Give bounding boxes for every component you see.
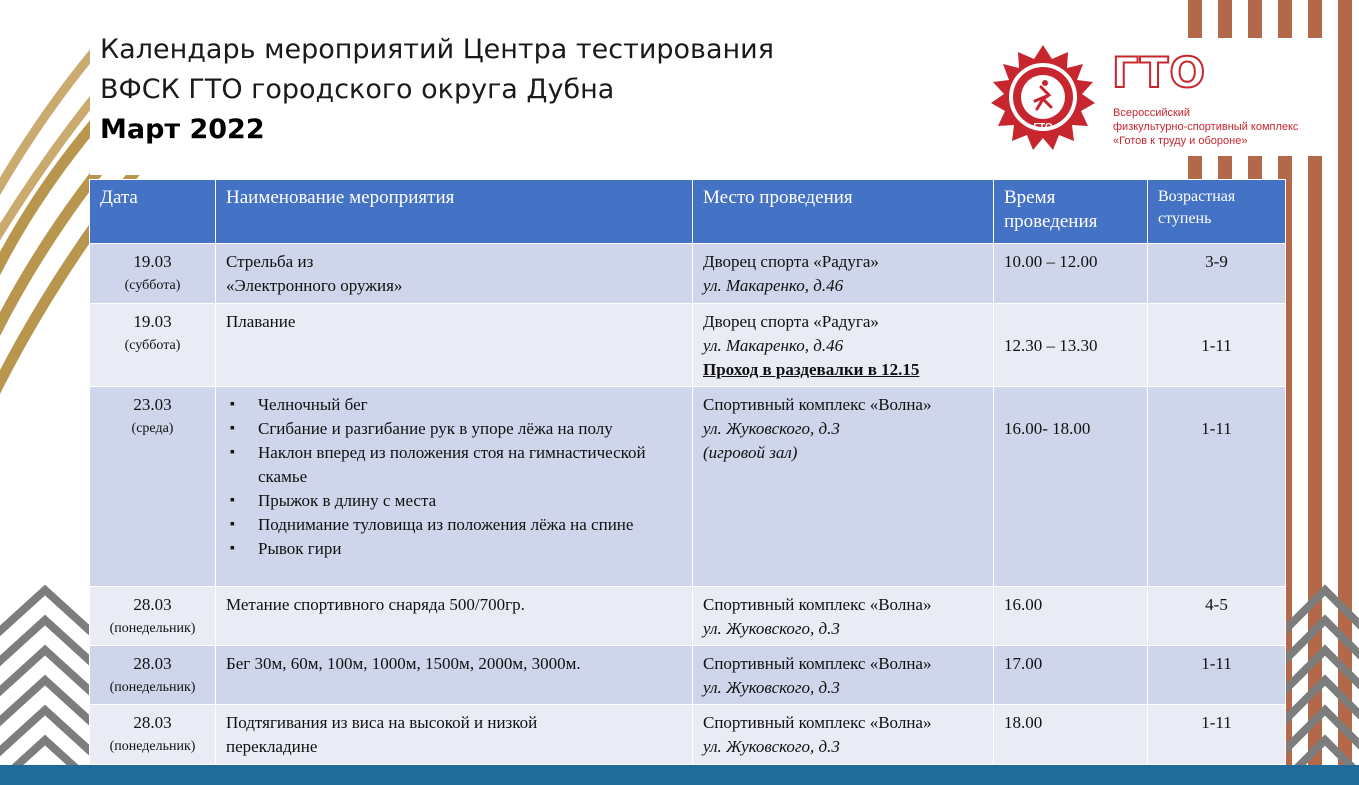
- list-item: ▪ Сгибание и разгибание рук в упоре лёжа на полу: [230, 417, 682, 441]
- weekday: (понедельник): [109, 680, 196, 695]
- address: ул. Жуковского, д.3: [703, 419, 840, 438]
- date-cell: [90, 587, 216, 646]
- weekday: (понедельник): [109, 621, 196, 636]
- gto-desc-line-2: физкультурно-спортивный комплекс: [1113, 121, 1299, 133]
- age-cell: 4-5: [1148, 587, 1286, 646]
- date: 23.03: [133, 395, 172, 414]
- table-row: [90, 244, 1286, 304]
- date: 28.03: [133, 713, 172, 732]
- page-title-line-1: Календарь мероприятий Центра тестирования: [100, 34, 774, 65]
- time-cell: 18.00: [994, 705, 1148, 765]
- place: Дворец спорта «Радуга»: [703, 312, 879, 331]
- date-cell: [90, 387, 216, 587]
- gto-logo: [982, 38, 1329, 156]
- list-item: ▪ Наклон вперед из положения стоя на гимнастической скамье: [230, 441, 682, 489]
- time-cell: 12.30 – 13.30: [994, 304, 1148, 387]
- address: ул. Макаренко, д.46: [703, 336, 844, 355]
- place-cell: [693, 587, 994, 646]
- table-row: [90, 705, 1286, 765]
- event-name-cell: Плавание: [216, 304, 693, 387]
- gto-desc-line-3: «Готов к труду и обороне»: [1113, 135, 1248, 147]
- weekday: (среда): [131, 421, 174, 436]
- page-title-line-2: ВФСК ГТО городского округа Дубна: [100, 74, 615, 105]
- date-cell: [90, 304, 216, 387]
- gto-letters: ГТО: [1112, 48, 1207, 97]
- place-cell: [693, 646, 994, 705]
- list-item: ▪ Челночный бег: [230, 393, 682, 417]
- date: 19.03: [133, 312, 172, 331]
- gto-description: [1113, 106, 1298, 148]
- place-cell: [693, 304, 994, 387]
- event-name-cell: Метание спортивного снаряда 500/700гр.: [216, 587, 693, 646]
- age-cell: 1-11: [1148, 304, 1286, 387]
- weekday: (суббота): [124, 338, 181, 353]
- event-name-line-2: перекладине: [226, 737, 318, 756]
- address: ул. Макаренко, д.46: [703, 276, 844, 295]
- locker-room-note: Проход в раздевалки в 12.15: [703, 360, 920, 379]
- time-cell: 16.00- 18.00: [994, 387, 1148, 587]
- event-name-cell: [216, 244, 693, 304]
- age-cell: 1-11: [1148, 646, 1286, 705]
- time-cell: 16.00: [994, 587, 1148, 646]
- header-date: Дата: [90, 180, 216, 244]
- title-block: [100, 30, 800, 150]
- table-row: [90, 387, 1286, 587]
- place: Спортивный комплекс «Волна»: [703, 395, 932, 414]
- list-item: ▪ Рывок гири: [230, 537, 682, 561]
- place-cell: [693, 387, 994, 587]
- header-place: Место проведения: [693, 180, 994, 244]
- time-cell: 10.00 – 12.00: [994, 244, 1148, 304]
- event-name-line-2: «Электронного оружия»: [226, 276, 403, 295]
- table-row: [90, 646, 1286, 705]
- place: Дворец спорта «Радуга»: [703, 252, 879, 271]
- event-list: [226, 393, 682, 561]
- address: ул. Жуковского, д.3: [703, 678, 840, 697]
- date-cell: [90, 244, 216, 304]
- event-name-cell: [216, 705, 693, 765]
- age-cell: 3-9: [1148, 244, 1286, 304]
- month-heading: Март 2022: [100, 114, 265, 145]
- table-row: [90, 587, 1286, 646]
- age-cell: 1-11: [1148, 387, 1286, 587]
- event-list-cell: [216, 387, 693, 587]
- emblem-text: ГТО: [1033, 122, 1053, 133]
- place-cell: [693, 244, 994, 304]
- gto-emblem-icon: [990, 44, 1096, 150]
- header-age: Возрастная ступень: [1148, 180, 1286, 244]
- list-item: ▪ Прыжок в длину с места: [230, 489, 682, 513]
- event-name-line-1: Подтягивания из виса на высокой и низкой: [226, 713, 538, 732]
- gto-desc-line-1: Всероссийский: [1113, 107, 1191, 119]
- header-time: Время проведения: [994, 180, 1148, 244]
- date-cell: [90, 646, 216, 705]
- age-cell: 1-11: [1148, 705, 1286, 765]
- place: Спортивный комплекс «Волна»: [703, 654, 932, 673]
- date: 19.03: [133, 252, 172, 271]
- event-name-line-1: Стрельба из: [226, 252, 314, 271]
- list-item: ▪ Поднимание туловища из положения лёжа на спине: [230, 513, 682, 537]
- hall: (игровой зал): [703, 443, 798, 462]
- time-cell: 17.00: [994, 646, 1148, 705]
- table-header-row: [90, 180, 1286, 244]
- date: 28.03: [133, 654, 172, 673]
- event-name-cell: Бег 30м, 60м, 100м, 1000м, 1500м, 2000м, 3000м.: [216, 646, 693, 705]
- date-cell: [90, 705, 216, 765]
- weekday: (суббота): [124, 278, 181, 293]
- header-name: Наименование мероприятия: [216, 180, 693, 244]
- address: ул. Жуковского, д.3: [703, 737, 840, 756]
- place: Спортивный комплекс «Волна»: [703, 713, 932, 732]
- place-cell: [693, 705, 994, 765]
- events-table: [89, 179, 1286, 765]
- place: Спортивный комплекс «Волна»: [703, 595, 932, 614]
- date: 28.03: [133, 595, 172, 614]
- bottom-bar: [0, 765, 1359, 785]
- address: ул. Жуковского, д.3: [703, 619, 840, 638]
- weekday: (понедельник): [109, 739, 196, 754]
- table-row: [90, 304, 1286, 387]
